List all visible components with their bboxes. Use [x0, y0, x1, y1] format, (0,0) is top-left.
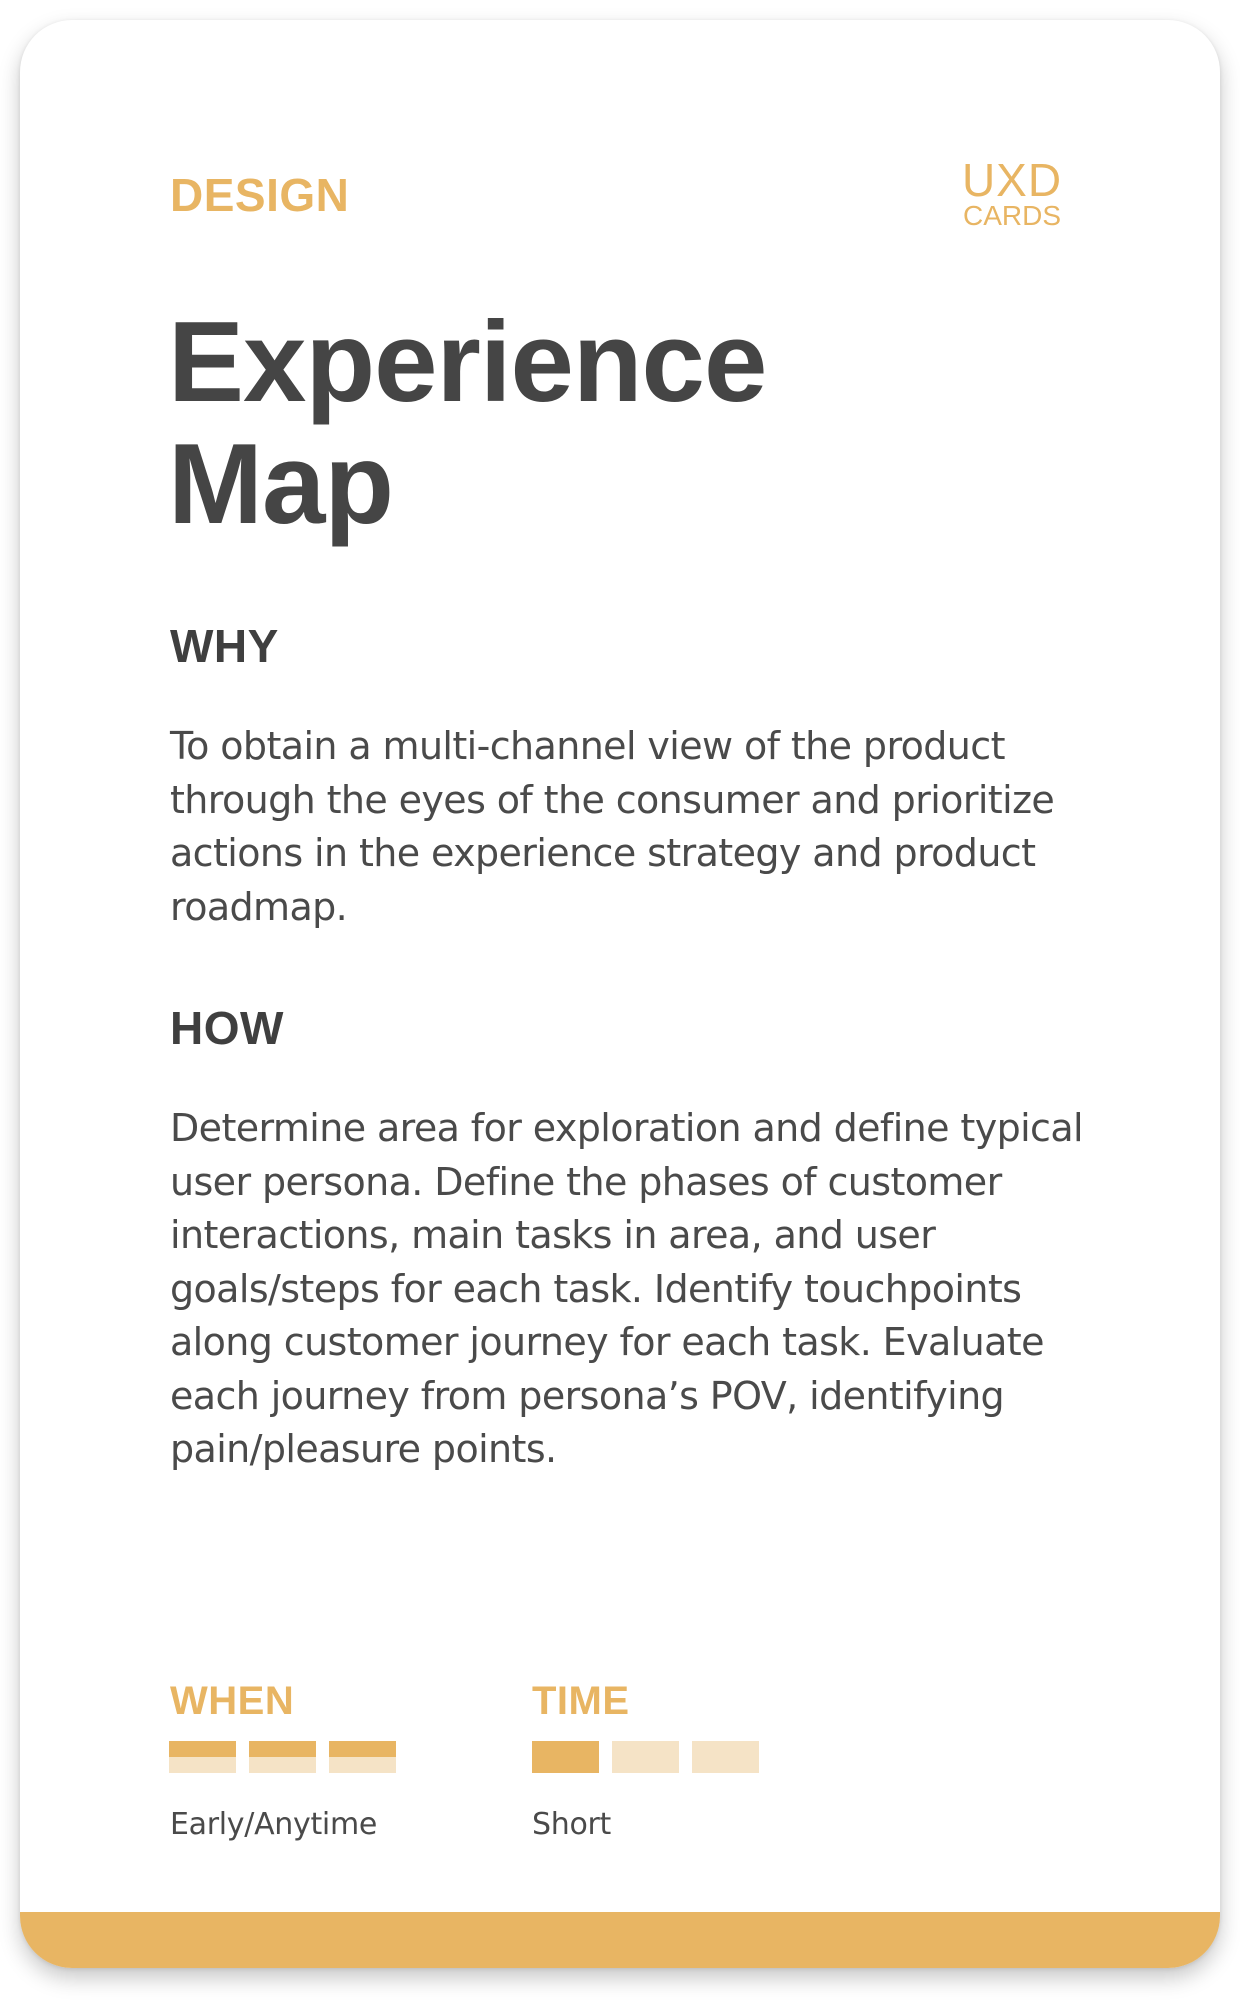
when-label: WHEN [170, 1679, 295, 1723]
card-title-line-1: Experience [168, 299, 767, 426]
time-label: TIME [532, 1679, 630, 1723]
when-indicator-segment [329, 1741, 396, 1773]
how-text: Determine area for exploration and define typical user persona. Define the phases of customer interactions, main tasks in area, and user goals/steps for each task. Identify touchpoints along customer journey for each task. Evaluate each journey from persona’s POV, identifying pain/pleasure points. [170, 1106, 1083, 1471]
logo-line-cards: CARDS [962, 200, 1061, 231]
logo-line-uxd: UXD [961, 154, 1063, 206]
time-value: Short [532, 1807, 612, 1842]
how-heading: HOW [170, 1002, 284, 1054]
card-bottom-bar [20, 1912, 1220, 1968]
time-indicator-segment [532, 1741, 599, 1773]
uxd-card [20, 20, 1220, 1968]
category-label: DESIGN [170, 169, 350, 221]
why-text: To obtain a multi-channel view of the product through the eyes of the consumer and prioritize actions in the experience strategy and product roadmap. [170, 724, 1055, 929]
when-value: Early/Anytime [170, 1807, 378, 1842]
time-indicator-segment [692, 1741, 759, 1773]
when-indicator [169, 1741, 396, 1773]
time-indicator-segment [612, 1741, 679, 1773]
why-heading: WHY [170, 620, 279, 672]
time-indicator [532, 1741, 759, 1773]
when-indicator-segment [249, 1741, 316, 1773]
card-title-line-2: Map [168, 421, 393, 548]
uxd-cards-logo [958, 154, 1066, 231]
card-title [168, 299, 1068, 548]
when-indicator-segment [169, 1741, 236, 1773]
